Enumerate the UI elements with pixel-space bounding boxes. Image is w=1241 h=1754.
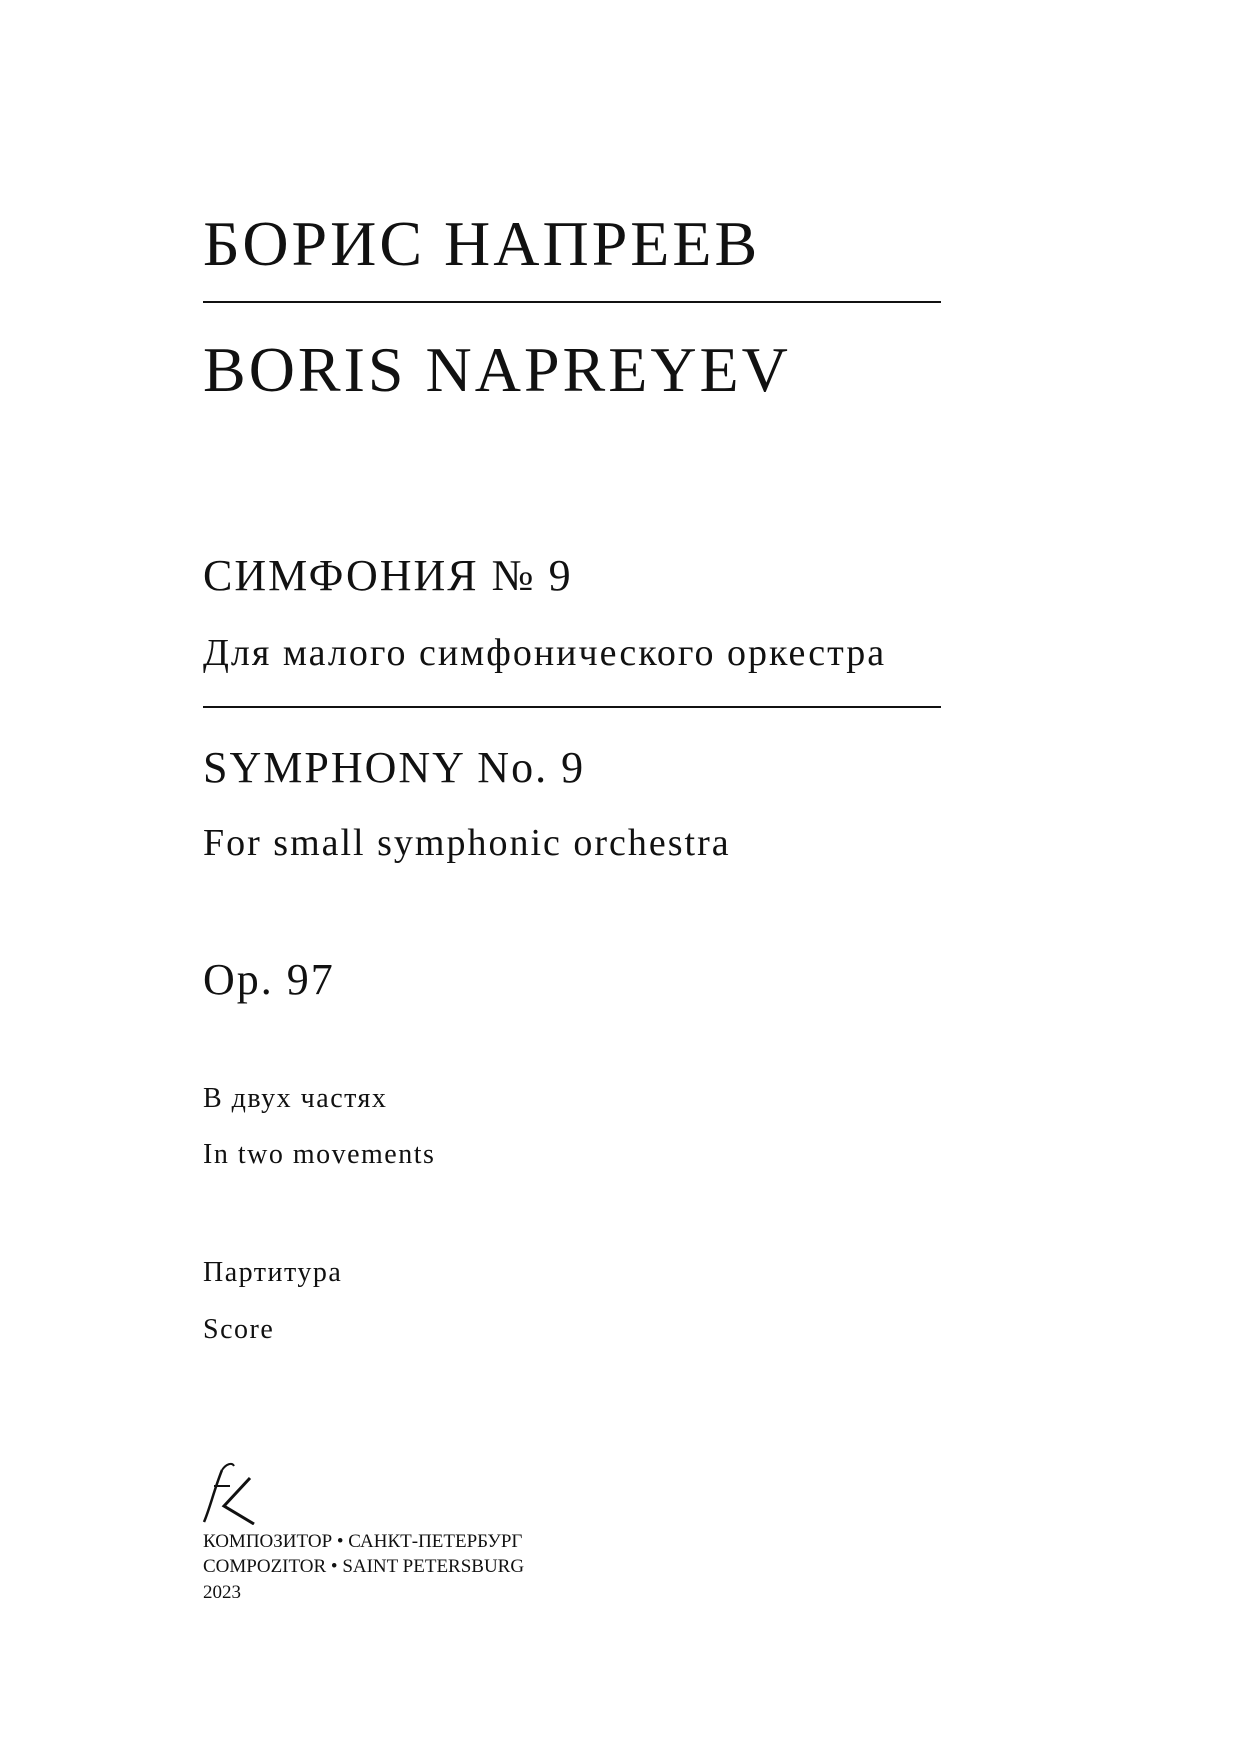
composer-name-en: BORIS NAPREYEV [203, 334, 791, 405]
title-en: SYMPHONY No. 9 [203, 743, 586, 792]
edition-en: Score [203, 1314, 275, 1345]
publisher-line-ru: КОМПОЗИТОР • САНКТ-ПЕТЕРБУРГ [203, 1531, 523, 1552]
movements-en: In two movements [203, 1139, 436, 1170]
composer-name-ru: БОРИС НАПРЕЕВ [203, 208, 761, 279]
movements-ru: В двух частях [203, 1083, 388, 1114]
title-ru: СИМФОНИЯ № 9 [203, 551, 573, 600]
publisher-line-en: COMPOZITOR • SAINT PETERSBURG [203, 1556, 525, 1577]
subtitle-en: For small symphonic orchestra [203, 822, 731, 864]
opus-number: Op. 97 [203, 955, 335, 1004]
divider [203, 706, 941, 708]
publisher-logo [200, 1460, 260, 1525]
edition-ru: Партитура [203, 1257, 343, 1288]
publication-year: 2023 [203, 1582, 241, 1603]
subtitle-ru: Для малого симфонического оркестра [203, 632, 887, 674]
divider [203, 301, 941, 303]
